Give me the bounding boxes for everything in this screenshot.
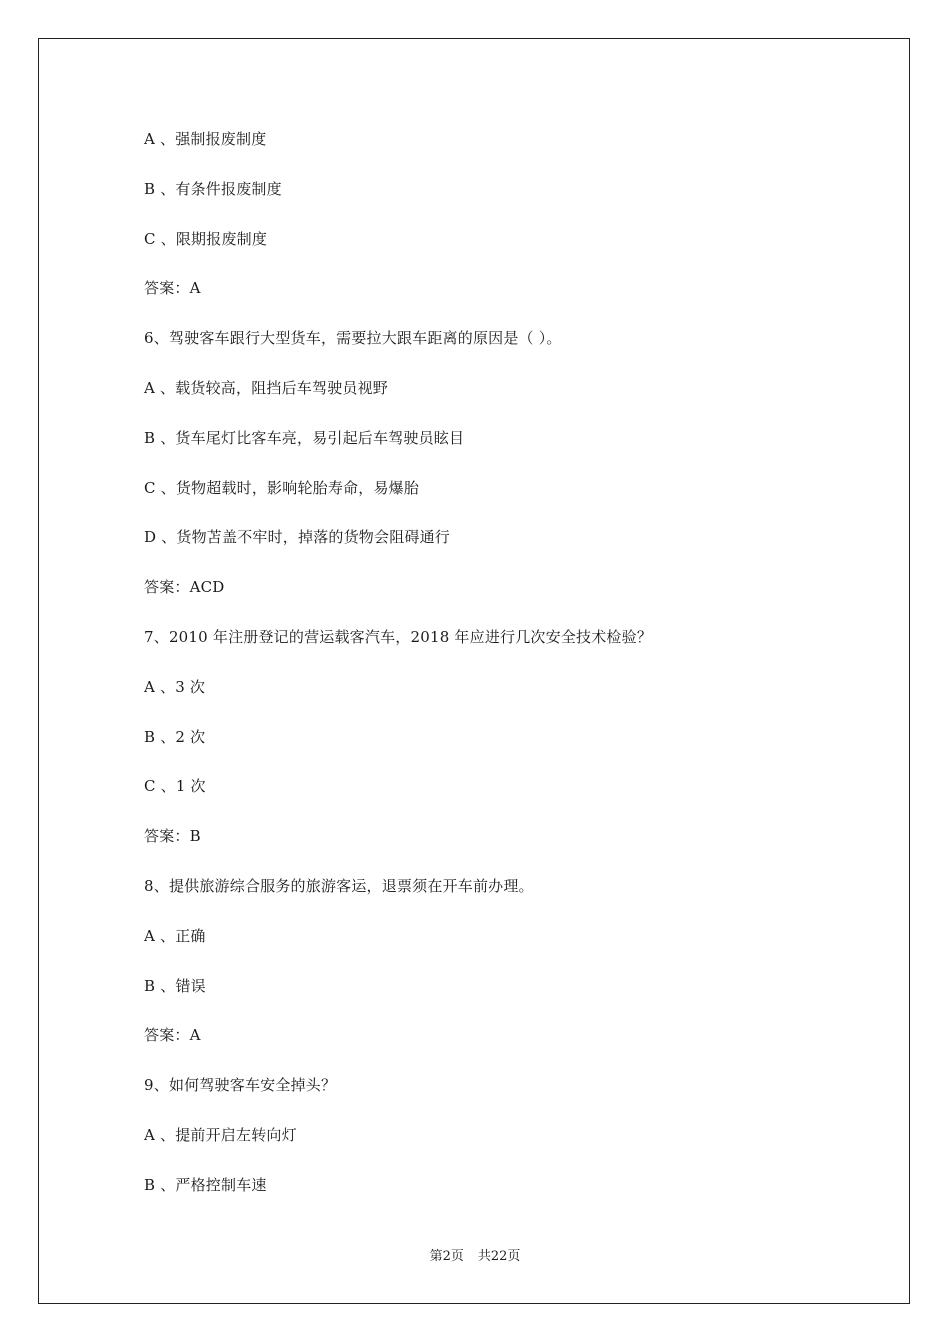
option-line: B 、有条件报废制度 bbox=[144, 179, 282, 198]
option-line: C 、货物超载时，影响轮胎寿命，易爆胎 bbox=[144, 478, 420, 497]
option-line: C 、1 次 bbox=[144, 777, 206, 796]
answer-line: 答案：ACD bbox=[144, 578, 225, 597]
option-line: A 、强制报废制度 bbox=[144, 130, 267, 148]
option-line: C 、限期报废制度 bbox=[144, 229, 268, 248]
question-8: 8、提供旅游综合服务的旅游客运，退票须在开车前办理。 bbox=[144, 876, 534, 895]
answer-line: 答案：A bbox=[144, 279, 201, 298]
option-line: B 、错误 bbox=[144, 976, 206, 995]
question-6: 6、驾驶客车跟行大型货车，需要拉大跟车距离的原因是（ ）。 bbox=[144, 329, 562, 348]
question-9: 9、如何驾驶客车安全掉头？ bbox=[144, 1076, 337, 1095]
option-line: B 、货车尾灯比客车亮，易引起后车驾驶员眩目 bbox=[144, 428, 465, 447]
option-line: A 、正确 bbox=[144, 926, 206, 945]
page-footer bbox=[0, 1248, 950, 1266]
page-total: 共22页 bbox=[477, 1249, 521, 1264]
option-line: A 、载货较高，阻挡后车驾驶员视野 bbox=[144, 378, 389, 397]
answer-line: 答案：B bbox=[144, 827, 201, 846]
page-number: 第2页 bbox=[429, 1249, 464, 1264]
option-line: B 、严格控制车速 bbox=[144, 1175, 267, 1194]
option-line: A 、3 次 bbox=[144, 677, 206, 696]
option-line: D 、货物苫盖不牢时，掉落的货物会阻碍通行 bbox=[144, 528, 450, 547]
option-line: B 、2 次 bbox=[144, 727, 206, 746]
answer-line: 答案：A bbox=[144, 1026, 201, 1045]
question-7: 7、2010 年注册登记的营运载客汽车，2018 年应进行几次安全技术检验？ bbox=[144, 627, 653, 646]
option-line: A 、提前开启左转向灯 bbox=[144, 1125, 297, 1144]
document-body bbox=[144, 126, 844, 1222]
